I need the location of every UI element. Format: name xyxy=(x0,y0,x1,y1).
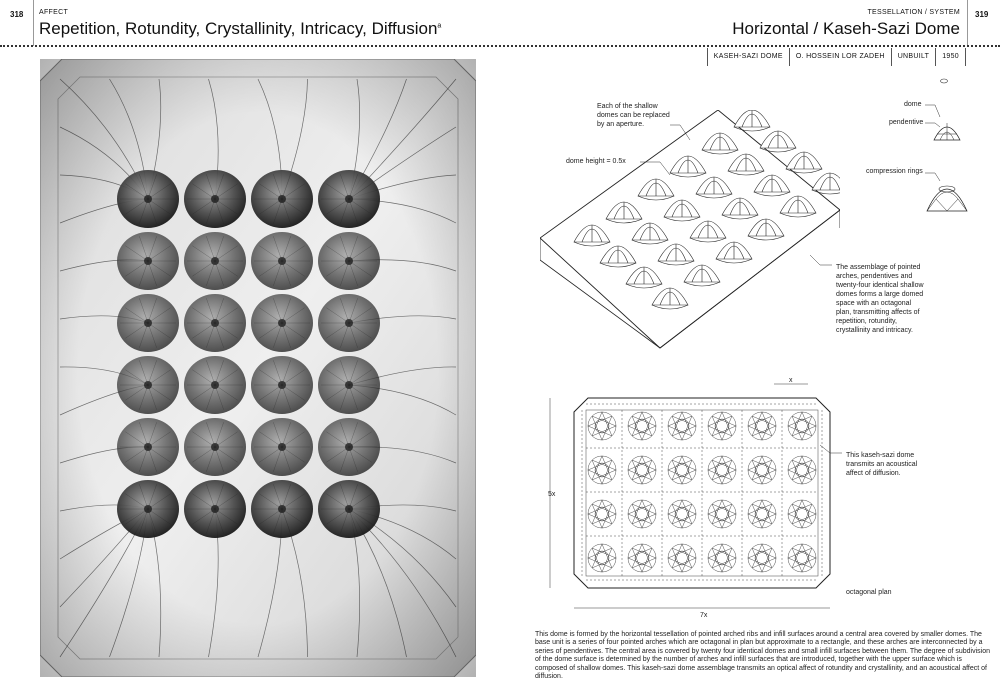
acoustic-note: This kaseh-sazi dome transmits an acoustical affect of diffusion. xyxy=(846,452,918,477)
title-mark: a xyxy=(437,22,442,30)
left-title-text: Repetition, Rotundity, Crystallinity, Intricacy, Diffusion xyxy=(39,19,438,38)
dotted-rule xyxy=(0,45,1000,47)
meta-name: KASEH-SAZI DOME xyxy=(707,48,789,66)
dim-7x-label: 7x xyxy=(700,612,708,619)
right-page-title: Horizontal / Kaseh-Sazi Dome xyxy=(732,19,960,38)
project-meta xyxy=(707,48,966,66)
meta-year: 1950 xyxy=(935,48,966,66)
compression-rings-label: compression rings xyxy=(866,168,923,175)
right-page-number: 319 xyxy=(975,10,989,19)
left-page-number: 318 xyxy=(10,10,24,19)
page-header xyxy=(0,0,1000,46)
pendentive-label: pendentive xyxy=(889,119,924,126)
tiny-dome-icon xyxy=(940,78,948,84)
left-page-title xyxy=(39,19,441,39)
right-kicker: TESSELLATION / SYSTEM xyxy=(867,9,960,16)
dome-ceiling-render xyxy=(40,59,476,677)
divider xyxy=(33,0,34,46)
meta-status: UNBUILT xyxy=(891,48,936,66)
meta-architect: O. HOSSEIN LOR ZADEH xyxy=(789,48,891,66)
dome-height-note: dome height = 0.5x xyxy=(566,158,626,165)
plan-label: octagonal plan xyxy=(846,589,892,596)
aperture-note: Each of the shallow domes can be replaced by an aperture. xyxy=(597,103,670,128)
left-kicker: AFFECT xyxy=(39,9,69,16)
dim-x-label: x xyxy=(789,377,793,384)
dim-5x-label: 5x xyxy=(548,491,556,498)
divider xyxy=(967,0,968,46)
assemblage-note: The assemblage of pointed arches, pendentives and twenty-four identical shallow domes forms a large domed space with an octagonal plan, transmitting affects of repetition, rotundity, crystallinity and intricacy. xyxy=(836,264,924,334)
leader-lines xyxy=(530,95,1000,475)
body-paragraph: This dome is formed by the horizontal tessellation of pointed arched ribs and infill surfaces around a central area covered by smaller domes. The base unit is a series of four pointed arches which are octagonal in plan but approximate to a rectangle, and these arches are interconnected by a series of pendentives. The central area is covered by twenty four identical domes and small infill surfaces between them. The degree of subdivision of the dome surface is determined by the number of arches and infill surfaces that are introduced, together with the upper surface which is composed of shallow domes. This kaseh-sazi dome assemblage transmits an optical affect of rotundity and crystallinity, and an acoustical affect of diffusion. xyxy=(535,631,990,681)
dome-label: dome xyxy=(904,101,922,108)
